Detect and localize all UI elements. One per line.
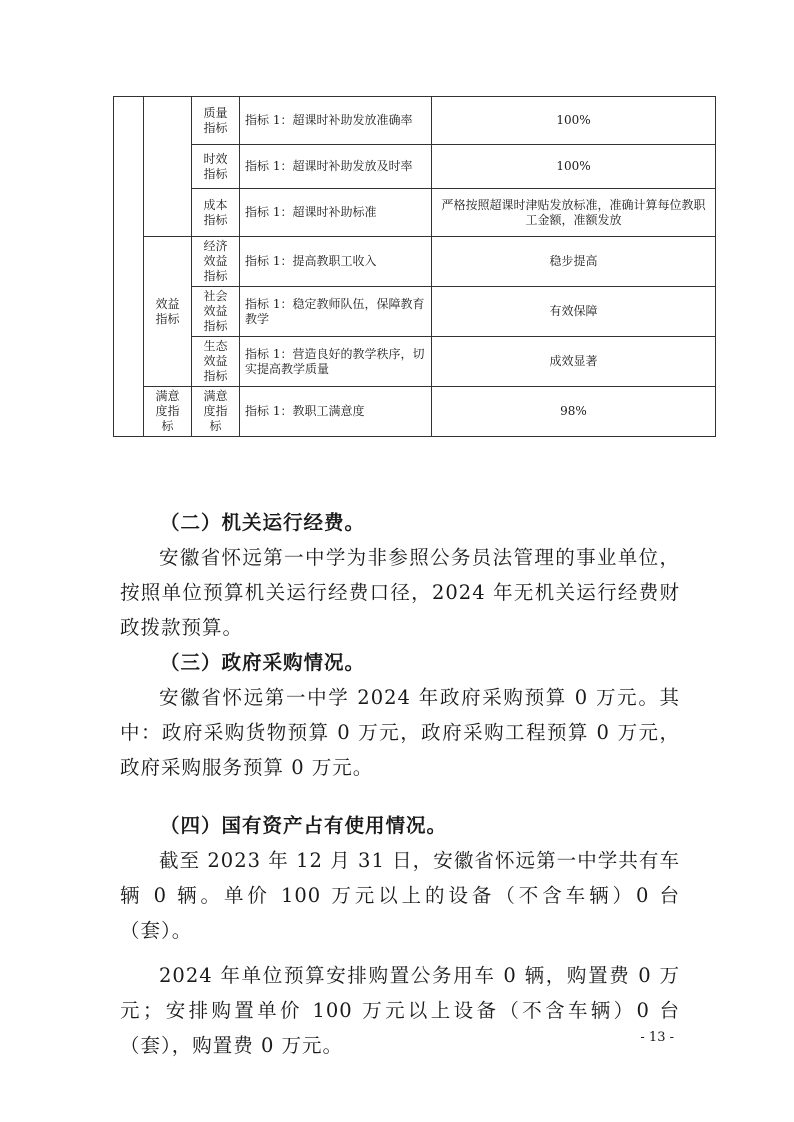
indicator-category-cell: 效益指标	[144, 237, 192, 387]
table-row	[114, 145, 716, 189]
section-state-assets	[120, 808, 680, 1063]
performance-indicator-table	[113, 96, 716, 437]
indicator-name-cell: 指标 1：提高教职工收入	[240, 237, 432, 287]
page-number: - 13 -	[640, 1030, 674, 1045]
body-paragraph: 安徽省怀远第一中学 2024 年政府采购预算 0 万元。其中：政府采购货物预算 0 万元，政府采购工程预算 0 万元，政府采购服务预算 0 万元。	[120, 686, 680, 779]
indicator-type-cell: 满意度指标	[192, 387, 240, 437]
table-row	[114, 387, 716, 437]
section-heading: （三）政府采购情况。	[160, 651, 366, 674]
section-heading: （二）机关运行经费。	[160, 511, 366, 534]
indicator-value-cell: 有效保障	[432, 287, 716, 337]
indicator-type-cell: 时效指标	[192, 145, 240, 189]
table-row	[114, 337, 716, 387]
indicator-value-cell: 成效显著	[432, 337, 716, 387]
indicator-value-cell: 100%	[432, 97, 716, 145]
body-paragraph: 2024 年单位预算安排购置公务用车 0 辆，购置费 0 万元；安排购置单价 100 万元以上设备（不含车辆）0 台（套），购置费 0 万元。	[120, 964, 680, 1057]
section-org-operating-funds	[120, 505, 680, 645]
table-row	[114, 97, 716, 145]
indicator-name-cell: 指标 1：营造良好的教学秩序，切实提高教学质量	[240, 337, 432, 387]
indicator-name-cell: 指标 1：超课时补助发放及时率	[240, 145, 432, 189]
indicator-name-cell: 指标 1：超课时补助发放准确率	[240, 97, 432, 145]
indicator-type-cell: 社会效益指标	[192, 287, 240, 337]
table-cell-blank	[144, 97, 192, 237]
indicator-value-cell: 严格按照超课时津贴发放标准，准确计算每位教职工金额，准额发放	[432, 189, 716, 237]
indicator-value-cell: 98%	[432, 387, 716, 437]
indicator-name-cell: 指标 1：教职工满意度	[240, 387, 432, 437]
section-government-procurement	[120, 645, 680, 785]
indicator-value-cell: 100%	[432, 145, 716, 189]
section-heading: （四）国有资产占有使用情况。	[160, 814, 448, 837]
indicator-value-cell: 稳步提高	[432, 237, 716, 287]
table-cell-blank	[114, 97, 144, 437]
table-row	[114, 287, 716, 337]
indicator-category-cell: 满意度指标	[144, 387, 192, 437]
indicator-name-cell: 指标 1：超课时补助标准	[240, 189, 432, 237]
table-row	[114, 189, 716, 237]
indicator-type-cell: 质量指标	[192, 97, 240, 145]
table-row	[114, 237, 716, 287]
indicator-type-cell: 生态效益指标	[192, 337, 240, 387]
indicator-name-cell: 指标 1：稳定教师队伍，保障教育教学	[240, 287, 432, 337]
indicator-type-cell: 经济效益指标	[192, 237, 240, 287]
indicator-type-cell: 成本指标	[192, 189, 240, 237]
body-paragraph: 安徽省怀远第一中学为非参照公务员法管理的事业单位，按照单位预算机关运行经费口径，2024 年无机关运行经费财政拨款预算。	[120, 546, 680, 639]
body-paragraph: 截至 2023 年 12 月 31 日，安徽省怀远第一中学共有车辆 0 辆。单价 100 万元以上的设备（不含车辆）0 台（套）。	[120, 849, 680, 942]
